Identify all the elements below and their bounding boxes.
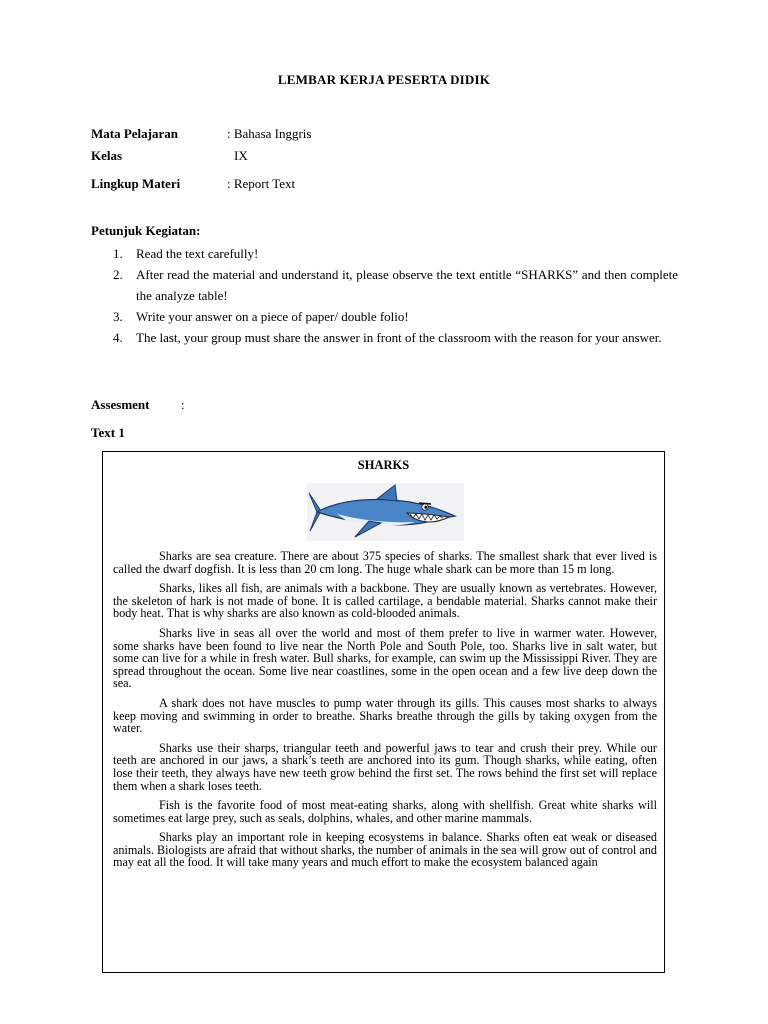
reading-paragraph: Sharks live in seas all over the world and most of them prefer to live in warmer water. However, some sharks have been found to live near the North Pole and South Pole, too. Sharks live in salt water, but some can live for a while in fresh water. Bull sharks, for example, can swim up the Mississippi River. They are spread throughout the ocean. Some live near coastlines, some in the open ocean and a few live deep down the sea. xyxy=(113,625,657,691)
reading-paragraph: A shark does not have muscles to pump water through its gills. This causes most sharks to always keep moving and swimming in order to breathe. Sharks breathe through the gills by taking oxygen from the water. xyxy=(113,695,657,736)
instructions-list xyxy=(91,243,678,348)
instruction-number: 2. xyxy=(113,267,123,282)
assessment-colon: : xyxy=(181,397,185,412)
meta-value-subject: : Bahasa Inggris xyxy=(227,126,312,141)
instructions-heading: Petunjuk Kegiatan: xyxy=(91,223,201,238)
meta-value-class: IX xyxy=(234,148,248,163)
assessment-heading xyxy=(91,397,185,413)
reading-paragraph: Fish is the favorite food of most meat-eating sharks, along with shellfish. Great white sharks will sometimes eat large prey, such as seals, dolphins, whales, and other marine mammals. xyxy=(113,798,657,825)
meta-label-subject: Mata Pelajaran xyxy=(91,126,179,141)
meta-value-material: : Report Text xyxy=(227,176,296,191)
document-title: LEMBAR KERJA PESERTA DIDIK xyxy=(277,72,491,87)
reading-paragraph: Sharks play an important role in keeping ecosystems in balance. Sharks often eat weak or diseased animals. Biologists are afraid that without sharks, the number of animals in the sea will grow out of control and may eat all the food. It will take many years and much effort to make the ecosystem balanced again xyxy=(113,830,657,870)
reading-title: SHARKS xyxy=(357,458,410,472)
instruction-text: After read the material and understand it, please observe the text entitle “SHARKS” and then complete the analyze table! xyxy=(136,267,678,303)
instruction-item xyxy=(91,327,678,348)
instruction-number: 4. xyxy=(113,330,123,345)
reading-body xyxy=(113,550,657,876)
instruction-text: Read the text carefully! xyxy=(136,246,259,261)
reading-paragraph: Sharks use their sharps, triangular teeth and powerful jaws to tear and crush their prey. While our teeth are anchored in our jaws, a shark’s teeth are anchored into its gum. Though sharks, while eating, often lose their teeth, they always have new teeth grow behind the first set. The rows behind the first set will replace them when a shark loses teeth. xyxy=(113,740,657,793)
text-label: Text 1 xyxy=(91,425,125,440)
instruction-text: Write your answer on a piece of paper/ double folio! xyxy=(136,309,409,324)
instruction-number: 1. xyxy=(113,246,123,261)
instruction-number: 3. xyxy=(113,309,123,324)
instruction-item xyxy=(91,243,678,264)
instruction-item xyxy=(91,306,678,327)
meta-label-material: Lingkup Materi xyxy=(91,176,181,191)
instruction-text: The last, your group must share the answer in front of the classroom with the reason for your answer. xyxy=(136,330,662,345)
reading-paragraph: Sharks are sea creature. There are about 375 species of sharks. The smallest shark that ever lived is called the dwarf dogfish. It is less than 20 cm long. The huge whale shark can be more than 15 m long. xyxy=(113,549,657,576)
meta-label-class: Kelas xyxy=(91,148,123,163)
reading-paragraph: Sharks, likes all fish, are animals with a backbone. They are usually known as vertebrates. However, the skeleton of hark is not made of bone. It is called cartilage, a bendable material. Sharks cannot make their body heat. That is why sharks are also known as cold-blooded animals. xyxy=(113,581,657,621)
shark-cartoon-icon xyxy=(307,483,464,541)
reading-text-box xyxy=(102,451,665,973)
instruction-item xyxy=(91,264,678,306)
assessment-label: Assesment xyxy=(91,397,150,412)
